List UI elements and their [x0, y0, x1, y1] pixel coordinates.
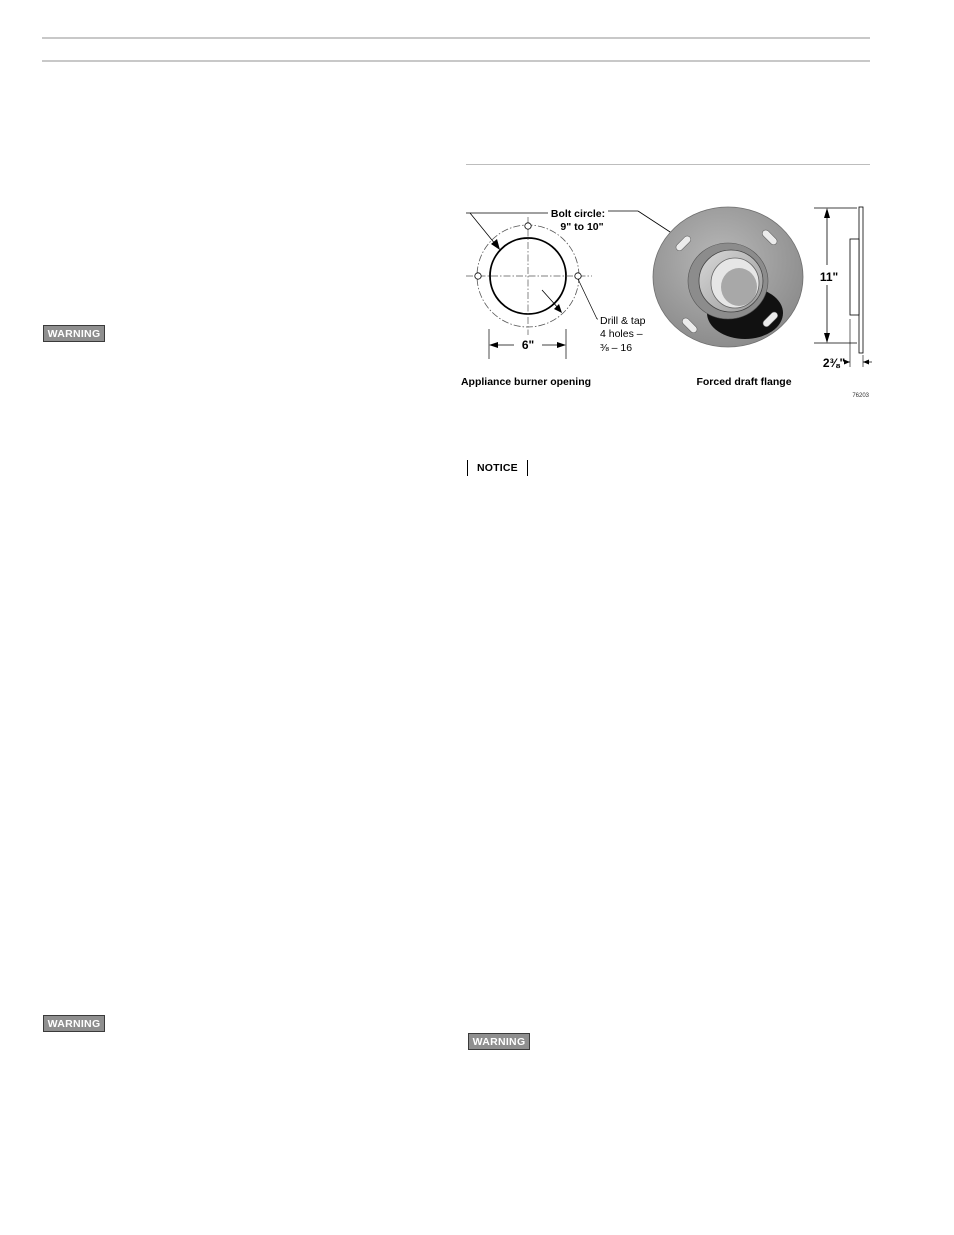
- caption-forced-draft-flange: Forced draft flange: [696, 376, 792, 388]
- drill-label-line2: 4 holes –: [600, 328, 643, 340]
- header-rule-bottom: [42, 60, 870, 62]
- burner-flange-figure: [458, 195, 878, 405]
- bolt-circle-size: 9" to 10": [560, 221, 604, 233]
- figure-id: 76203: [852, 393, 869, 399]
- drill-label-line1: Drill & tap: [600, 315, 646, 327]
- drill-label-line3: ⅜ – 16: [600, 342, 633, 354]
- warning-badge: WARNING: [468, 1033, 530, 1050]
- bolt-circle-label: Bolt circle:: [550, 208, 606, 220]
- figure-drawing: [458, 195, 878, 405]
- flange-drawing: [653, 207, 803, 347]
- flange-height-label: 11": [819, 270, 839, 284]
- warning-badge: WARNING: [43, 1015, 105, 1032]
- flange-depth-label: 2⅜": [822, 356, 846, 370]
- bolt-hole: [525, 223, 531, 229]
- caption-burner-opening: Appliance burner opening: [460, 376, 592, 388]
- bolt-hole: [575, 273, 581, 279]
- figure-top-rule: [466, 164, 870, 165]
- opening-width-label: 6": [521, 338, 535, 352]
- bolt-hole: [475, 273, 481, 279]
- header-rule-top: [42, 37, 870, 39]
- warning-badge: WARNING: [43, 325, 105, 342]
- flange-side-profile: [814, 207, 872, 367]
- notice-badge: NOTICE: [467, 460, 528, 476]
